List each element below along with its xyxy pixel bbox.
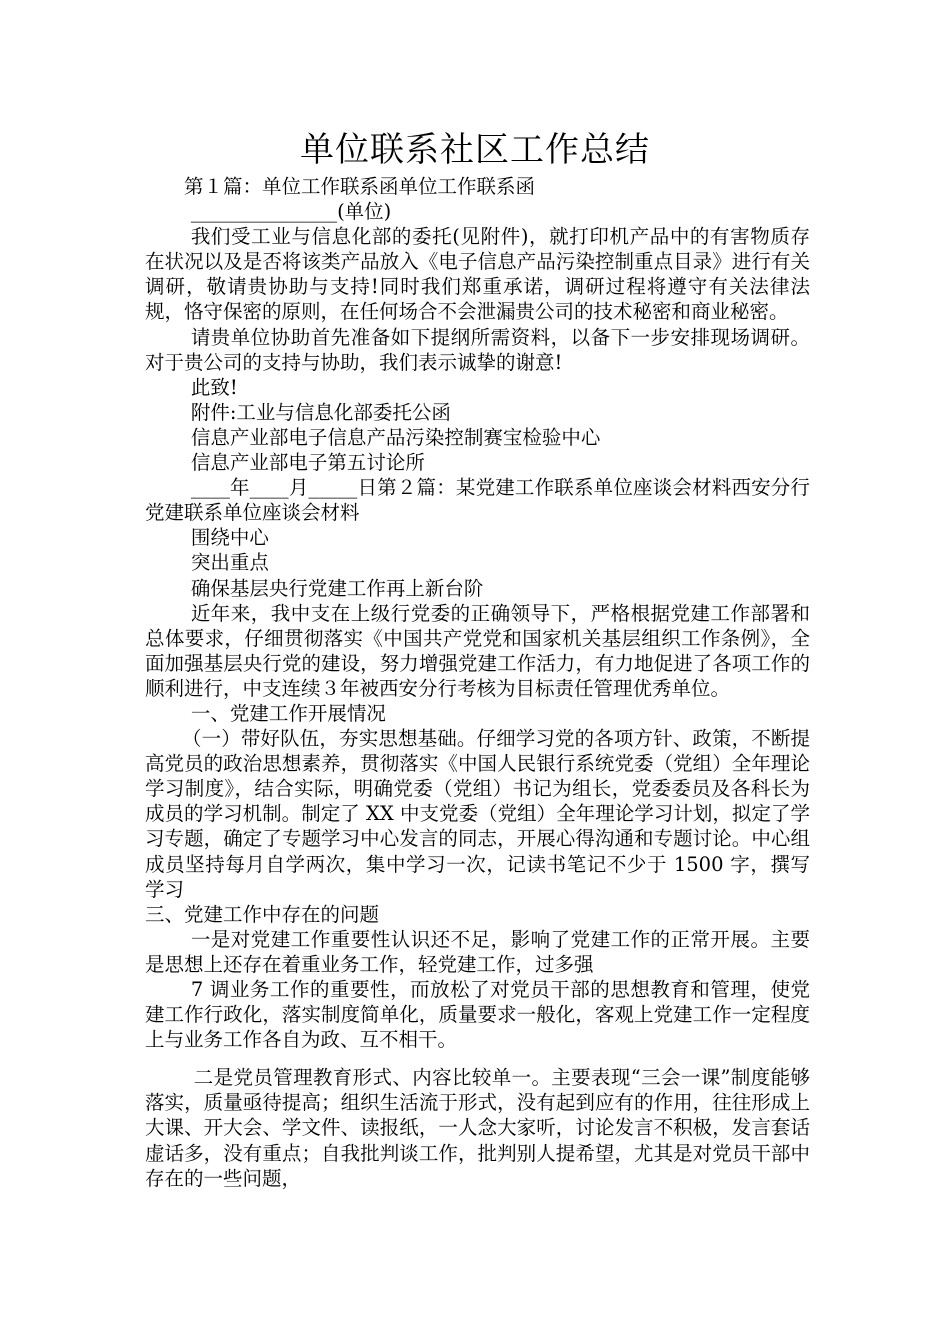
section-heading-1: 第１篇：单位工作联系函单位工作联系函 bbox=[184, 175, 536, 198]
section-heading: 三、党建工作中存在的问题 bbox=[145, 902, 380, 926]
closing-line: 此致! bbox=[190, 375, 238, 399]
section-heading: 一、党建工作开展情况 bbox=[190, 701, 386, 725]
recipient-line: _______________(单位) bbox=[190, 200, 392, 224]
document-title: 单位联系社区工作总结 bbox=[300, 130, 650, 170]
paragraph: 7 调业务工作的重要性，而放松了对党员干部的思想教育和管理，使党建工作行政化，落实制度简单化，质量要求一般化，客观上党建工作一定程度上与业务工作各自为政、互不相干。 bbox=[145, 978, 810, 1052]
paragraph: 二是党员管理教育形式、内容比较单一。主要表现“三会一课”制度能够落实，质量亟待提高；组织生活流于形式，没有起到应有的作用，往往形成上大课、开大会、学文件、读报纸，一人念大家听，讨论发言不积极，发言套话虚话多，没有重点；自我批判谈工作，批判别人提希望，尤其是对党员干部中存在的一些问题， bbox=[145, 1066, 810, 1190]
paragraph: 一是对党建工作重要性认识还不足，影响了党建工作的正常开展。主要是思想上还存在着重业务工作，轻党建工作，过多强 bbox=[145, 927, 810, 976]
subtitle-line: 确保基层央行党建工作再上新台阶 bbox=[190, 576, 484, 600]
signature-line: 信息产业部电子第五讨论所 bbox=[190, 451, 425, 475]
subtitle-line: 围绕中心 bbox=[190, 526, 269, 550]
paragraph: 请贵单位协助首先准备如下提纲所需资料，以备下一步安排现场调研。对于贵公司的支持与协助，我们表示诚挚的谢意! bbox=[145, 325, 810, 374]
signature-line: 信息产业部电子信息产品污染控制赛宝检验中心 bbox=[190, 425, 601, 449]
subtitle-line: 突出重点 bbox=[190, 551, 269, 575]
paragraph: （一）带好队伍，夯实思想基础。仔细学习党的各项方针、政策，不断提高党员的政治思想素养，贯彻落实《中国人民银行系统党委（党组）全年理论学习制度》，结合实际，明确党委（党组）书记为组长，党委委员及各科长为成员的学习机制。制定了 XX 中支党委（党组）全年理论学习计划，拟定了学习专题，确定了专题学习中心发言的同志，开展心得沟通和专题讨论。中心组成员坚持每月自学两次，集中学习一次，记读书笔记不少于 1500 字，撰写学习 bbox=[145, 727, 810, 901]
document-body bbox=[145, 174, 810, 1191]
attachment-line: 附件:工业与信息化部委托公函 bbox=[190, 400, 451, 424]
paragraph: 我们受工业与信息化部的委托(见附件)，就打印机产品中的有害物质存在状况以及是否将该类产品放入《电子信息产品污染控制重点目录》进行有关调研，敬请贵协助与支持!同时我们郑重承诺，调研过程将遵守有关法律法规，恪守保密的原则，在任何场合不会泄漏贵公司的技术秘密和商业秘密。 bbox=[145, 225, 810, 324]
paragraph: 近年来，我中支在上级行党委的正确领导下，严格根据党建工作部署和总体要求，仔细贯彻落实《中国共产党党和国家机关基层组织工作条例》，全面加强基层央行党的建设，努力增强党建工作活力，有力地促进了各项工作的顺利进行，中支连续３年被西安分行考核为目标责任管理优秀单位。 bbox=[145, 601, 810, 700]
date-and-section-heading-2: ____年____月_____日第２篇：某党建工作联系单位座谈会材料西安分行党建联系单位座谈会材料 bbox=[145, 476, 810, 525]
